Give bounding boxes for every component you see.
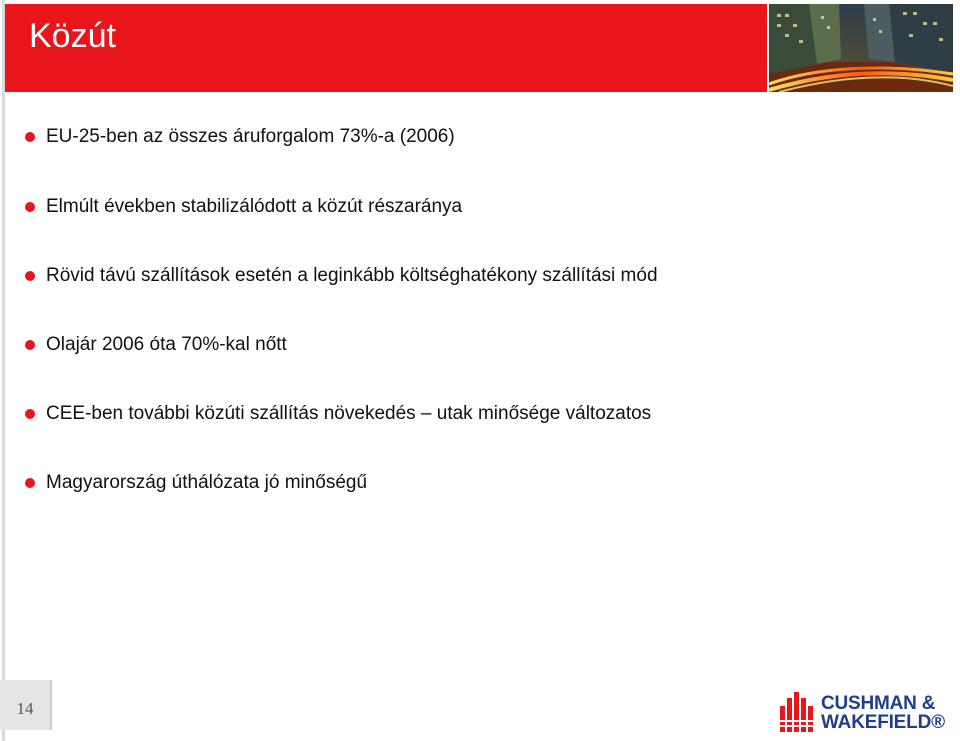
- bullet-icon: [25, 478, 35, 488]
- list-item: [25, 470, 367, 496]
- cushman-wakefield-bars-icon: [778, 690, 818, 736]
- header-photo: [769, 4, 953, 92]
- bullet-icon: [25, 132, 35, 142]
- bullet-text: EU-25-ben az összes áruforgalom 73%-a (2006): [46, 126, 455, 147]
- page-number: 14: [16, 699, 34, 718]
- logo-line-2: WAKEFIELD®: [821, 712, 945, 733]
- logo-wordmark: [821, 694, 945, 732]
- slide-title: Közút: [29, 17, 116, 55]
- bullet-text: Magyarország úthálózata jó minőségű: [46, 472, 368, 493]
- bullet-icon: [25, 202, 35, 212]
- bullet-text: Olajár 2006 óta 70%-kal nőtt: [46, 334, 287, 355]
- left-border: [2, 0, 5, 741]
- bullet-icon: [25, 271, 35, 281]
- title-bar: [5, 4, 767, 92]
- company-logo: [778, 690, 958, 736]
- bullet-text: CEE-ben további közúti szállítás növekedés – utak minősége változatos: [46, 403, 652, 424]
- bullet-text: Elmúlt években stabilizálódott a közút részaránya: [46, 196, 463, 217]
- list-item: [25, 194, 462, 220]
- bullet-text: Rövid távú szállítások esetén a leginkább költséghatékony szállítási mód: [46, 265, 658, 286]
- list-item: [25, 124, 455, 150]
- page-number-box: [0, 680, 52, 730]
- bullet-icon: [25, 409, 35, 419]
- list-item: [25, 401, 651, 427]
- city-street-night-photo: [769, 4, 953, 92]
- logo-line-1: CUSHMAN &: [821, 693, 936, 714]
- list-item: [25, 332, 287, 358]
- bullet-icon: [25, 340, 35, 350]
- list-item: [25, 263, 658, 289]
